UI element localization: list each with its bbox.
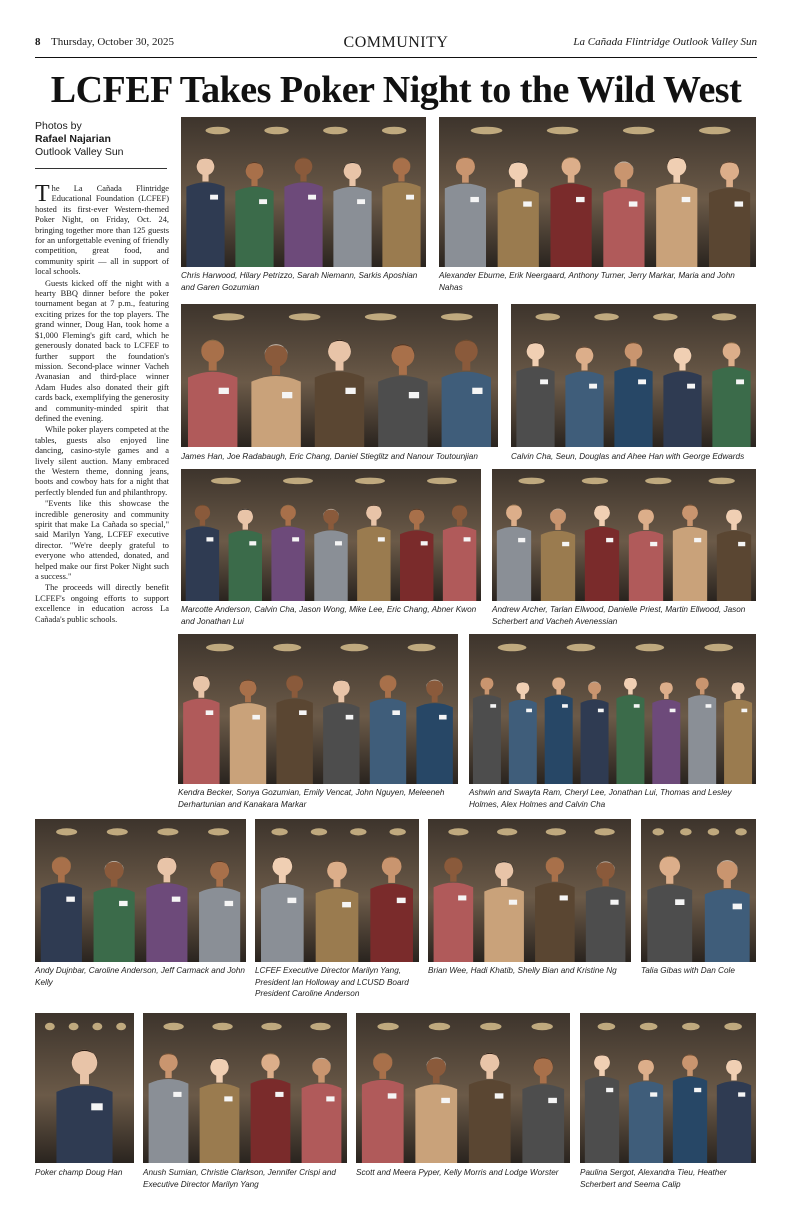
headline: LCFEF Takes Poker Night to the Wild West bbox=[50, 69, 742, 111]
event-photo bbox=[511, 304, 756, 447]
photo-caption: Talia Gibas with Dan Cole bbox=[641, 966, 735, 975]
event-photo bbox=[356, 1013, 570, 1163]
photographer-name: Rafael Najarian bbox=[35, 133, 111, 145]
event-photo bbox=[35, 819, 246, 962]
photo-caption: LCFEF Executive Director Marilyn Yang, President Ian Holloway and LCUSD Board President Caroline Anderson bbox=[255, 966, 409, 998]
section-title: COMMUNITY bbox=[343, 34, 449, 51]
photo-caption: Paulina Sergot, Alexandra Tieu, Heather Scherbert and Seema Calip bbox=[580, 1168, 727, 1189]
article-paragraph: Guests kicked off the night with a hearty BBQ dinner before the poker tournament began at 7 p.m., featuring exciting prizes for the top players. The grand winner, Doug Han, took home a $1,000 Fleming's gift card, which he generously donated back to LCFEF to further support the foundation's mission. Second-place winner Vacheh Avanasian and third-place winner Adam Hudes also donated their gift cards back, exemplifying the generosity and community-minded spirit that defined the evening. bbox=[35, 278, 169, 423]
article-paragraph: The proceeds will directly benefit LCFEF's ongoing efforts to support excellence in education across La Cañada's public schools. bbox=[35, 583, 169, 624]
photo-caption: James Han, Joe Radabaugh, Eric Chang, Daniel Stieglitz and Nanour Toutounjian bbox=[181, 452, 478, 461]
event-photo bbox=[580, 1013, 756, 1163]
event-photo bbox=[181, 304, 498, 447]
paragraph-text: he La Cañada Flintridge Educational Foundation (LCFEF) hosted its first-ever Western-themed Poker Night, on Friday, Oct. 24, bringing together more than 125 guests for an unforgettable evening of friendly competition, great food, and community spirit — all in support of local schools. bbox=[35, 184, 169, 277]
event-photo bbox=[143, 1013, 347, 1163]
photo-caption: Kendra Becker, Sonya Gozumian, Emily Vencat, John Nguyen, Meleeneh Derhartunian and Kanakara Markar bbox=[178, 788, 445, 809]
event-photo bbox=[439, 117, 756, 267]
event-photo bbox=[492, 469, 756, 601]
event-photo bbox=[428, 819, 631, 962]
credit-divider bbox=[35, 168, 167, 169]
photo-caption: Chris Harwood, Hilary Petrizzo, Sarah Niemann, Sarkis Aposhian and Garen Gozumian bbox=[181, 271, 418, 292]
page-number: 8 bbox=[35, 36, 41, 48]
event-photo bbox=[641, 819, 756, 962]
credit-outlet: Outlook Valley Sun bbox=[35, 146, 124, 158]
article-paragraph: While poker players competed at the tables, guests also enjoyed line dancing, casino-style games and a lively silent auction. Many embraced the Western theme, donning jeans, boots and cowboy hats for a night that perfectly blended fun and philanthropy. bbox=[35, 425, 169, 497]
issue-date: Thursday, October 30, 2025 bbox=[51, 36, 175, 48]
article-paragraph: "Events like this showcase the incredible generosity and community spirit that make La Cañada so special," said Marilyn Yang, LCFEF executive director. "We're deeply grateful to everyone who attended, donated, and helped make our first Poker Night such a success." bbox=[35, 499, 169, 582]
photo-caption: Andy Dujnbar, Caroline Anderson, Jeff Carmack and John Kelly bbox=[35, 966, 245, 987]
photo-caption: Alexander Eburne, Erik Neergaard, Anthony Turner, Jerry Markar, Maria and John Nahas bbox=[439, 271, 735, 292]
header-divider bbox=[35, 57, 757, 58]
article-body bbox=[35, 181, 169, 626]
publication-name: La Cañada Flintridge Outlook Valley Sun bbox=[573, 36, 757, 48]
event-photo bbox=[469, 634, 756, 784]
photo-caption: Calvin Cha, Seun, Douglas and Ahee Han with George Edwards bbox=[511, 452, 745, 461]
page-header bbox=[35, 34, 757, 56]
photo-caption: Ashwin and Swayta Ram, Cheryl Lee, Jonathan Lui, Thomas and Lesley Holmes, Alex Holmes and Calvin Cha bbox=[469, 788, 732, 809]
event-photo bbox=[178, 634, 458, 784]
photo-caption: Scott and Meera Pyper, Kelly Morris and Lodge Worster bbox=[356, 1168, 559, 1177]
event-photo bbox=[181, 469, 481, 601]
photo-caption: Marcotte Anderson, Calvin Cha, Jason Wong, Mike Lee, Eric Chang, Abner Kwon and Jonathan Lui bbox=[181, 605, 477, 626]
photo-caption: Brian Wee, Hadi Khatib, Shelly Bian and Kristine Ng bbox=[428, 966, 617, 975]
event-photo bbox=[181, 117, 426, 267]
photo-caption: Anush Sumian, Christie Clarkson, Jennifer Crispi and Executive Director Marilyn Yang bbox=[143, 1168, 336, 1189]
event-photo bbox=[255, 819, 419, 962]
article-paragraph bbox=[35, 181, 169, 278]
photo-credit bbox=[35, 120, 169, 159]
credit-label: Photos by bbox=[35, 120, 82, 132]
photo-caption: Poker champ Doug Han bbox=[35, 1168, 123, 1177]
drop-cap: T bbox=[35, 181, 50, 207]
event-photo bbox=[35, 1013, 134, 1163]
photo-caption: Andrew Archer, Tarlan Ellwood, Danielle Priest, Martin Ellwood, Jason Scherbert and Vacheh Avenessian bbox=[492, 605, 746, 626]
